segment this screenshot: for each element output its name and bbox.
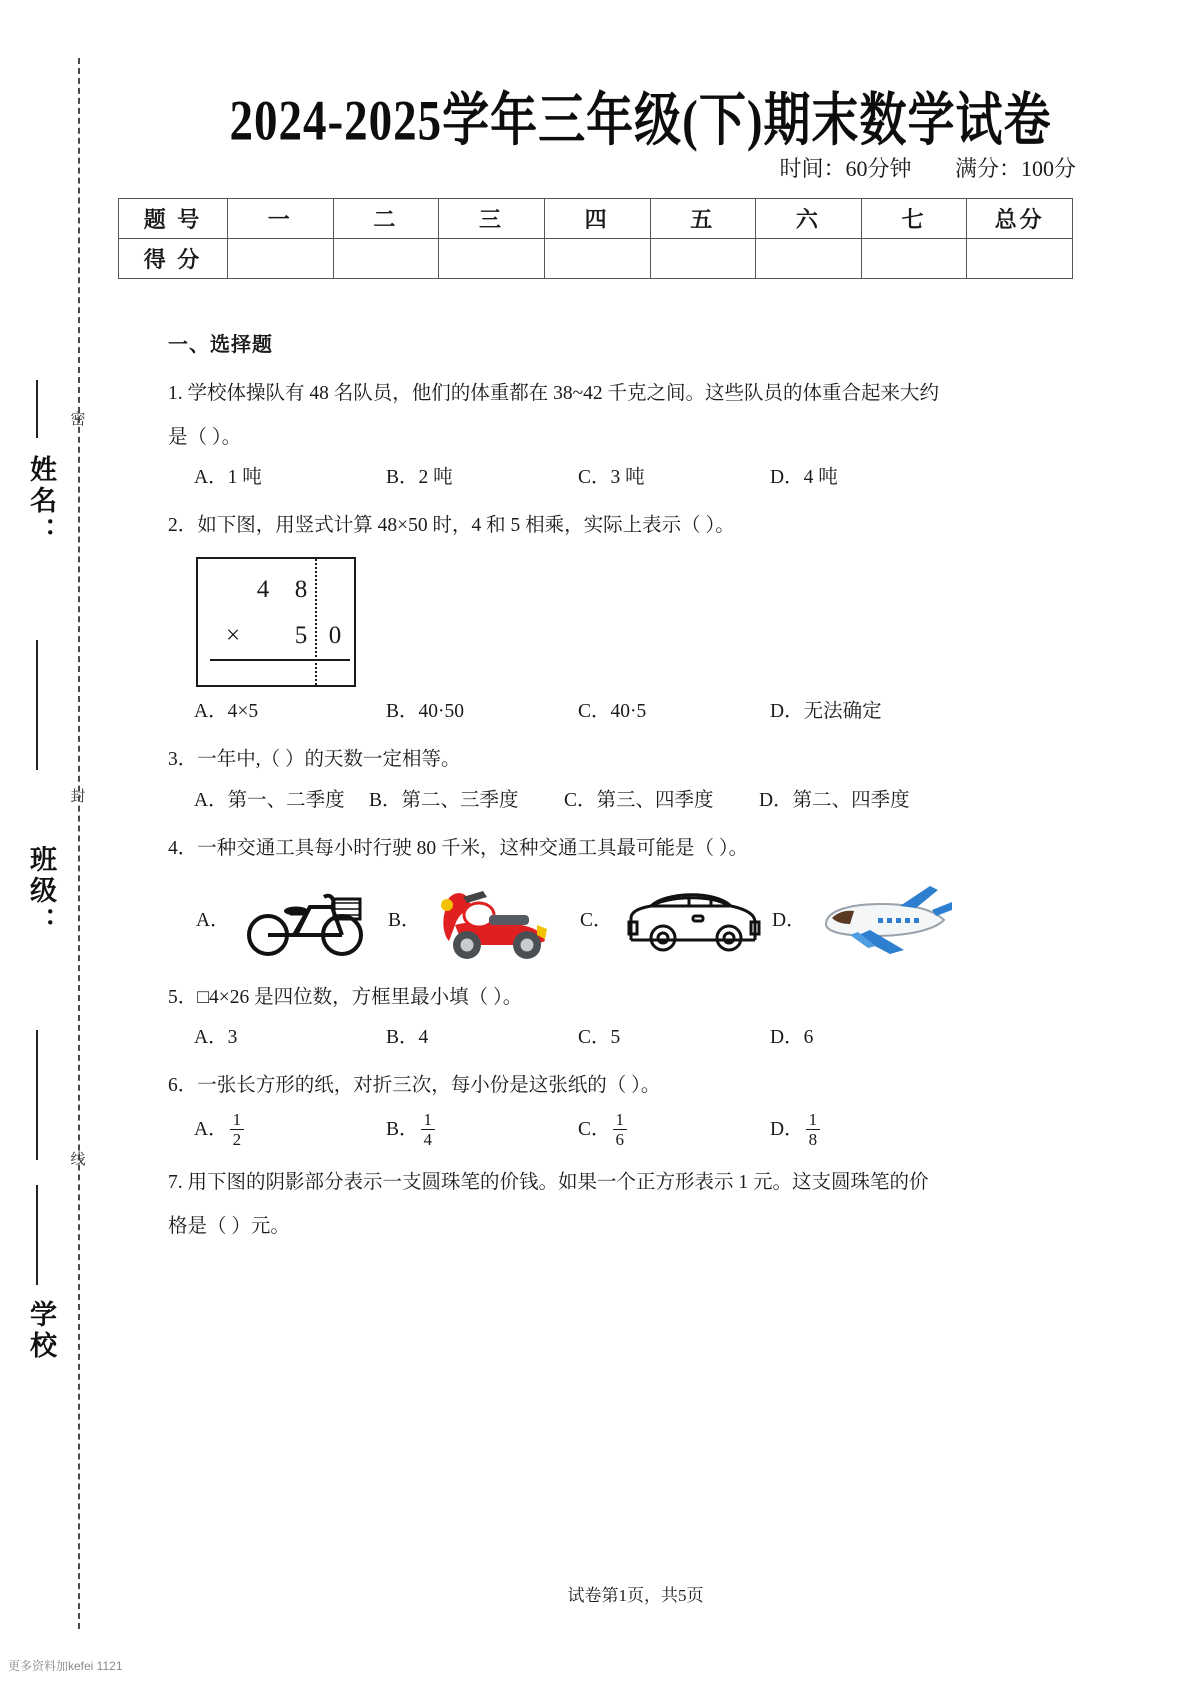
table-row-scores [119, 239, 1073, 279]
numerator: 1 [615, 1109, 625, 1129]
option-3-a[interactable]: A．第一、二季度 [194, 789, 345, 811]
airplane-icon [812, 880, 952, 962]
option-1-a[interactable]: A．1 吨 [194, 467, 262, 489]
score-col-6: 六 [756, 199, 862, 239]
question-5-options [168, 1023, 958, 1053]
score-col-4: 四 [544, 199, 650, 239]
question-3-text: 3．一年中,（ ）的天数一定相等。 [168, 749, 461, 771]
denominator: 2 [230, 1129, 245, 1149]
sealing-dashed-line [78, 58, 80, 1629]
question-1-options [168, 463, 958, 493]
digit-5: 5 [294, 622, 308, 650]
seal-char-feng: 封 [70, 789, 86, 805]
margin-label-name: 姓名： [26, 455, 56, 548]
option-5-c[interactable]: C．5 [578, 1026, 621, 1048]
option-6-c-label: C． [578, 1118, 611, 1140]
question-4-options [196, 874, 958, 969]
page-title: 2024-2025学年三年级(下)期末数学试卷 [229, 89, 1052, 154]
numerator: 1 [232, 1109, 242, 1129]
place-value-divider [315, 559, 317, 685]
fraction-one-quarter [421, 1110, 436, 1149]
bicycle-icon [236, 885, 376, 957]
table-row-question-numbers [119, 199, 1073, 239]
option-2-c[interactable]: C．40·5 [578, 701, 647, 723]
exam-content [168, 330, 958, 1252]
question-2-text: 2．如下图，用竖式计算 48×50 时，4 和 5 相乘，实际上表示（ ）。 [168, 515, 735, 537]
digit-4: 4 [256, 576, 270, 604]
option-2-d[interactable]: D．无法确定 [770, 701, 882, 723]
option-5-d[interactable]: D．6 [770, 1026, 814, 1048]
score-col-5: 五 [650, 199, 756, 239]
score-cell-5[interactable] [650, 239, 756, 279]
option-6-c[interactable] [578, 1111, 770, 1150]
score-col-2: 二 [333, 199, 439, 239]
score-cell-1[interactable] [228, 239, 334, 279]
car-icon [619, 882, 769, 960]
fraction-one-sixth [613, 1110, 628, 1149]
option-4-c[interactable] [580, 882, 772, 960]
margin-rule-3 [36, 1185, 38, 1285]
option-3-c[interactable]: C．第三、四季度 [564, 789, 714, 811]
score-cell-6[interactable] [756, 239, 862, 279]
option-6-b-label: B． [386, 1118, 419, 1140]
denominator: 4 [421, 1129, 436, 1149]
question-1-text-cont: 是（ ）。 [168, 427, 242, 449]
option-1-c[interactable]: C．3 吨 [578, 467, 645, 489]
option-6-a[interactable] [194, 1111, 386, 1150]
question-6-options [168, 1111, 958, 1150]
option-4-a-label: A． [196, 910, 230, 932]
option-5-b[interactable]: B．4 [386, 1026, 429, 1048]
score-table-label-score: 得 分 [119, 239, 228, 279]
margin-rule-1 [36, 640, 38, 770]
option-4-b[interactable] [388, 881, 580, 961]
option-2-b[interactable]: B．40·50 [386, 701, 465, 723]
option-2-a[interactable]: A．4×5 [194, 701, 259, 723]
margin-label-class: 班级： [26, 845, 56, 938]
question-7-text-cont: 格是（ ）元。 [168, 1216, 290, 1238]
question-7-text: 7. 用下图的阴影部分表示一支圆珠笔的价钱。如果一个正方形表示 1 元。这支圆珠笔的价 [168, 1172, 929, 1194]
margin-rule-top [36, 380, 38, 438]
score-table [118, 198, 1073, 279]
score-col-total: 总分 [967, 199, 1073, 239]
score-cell-2[interactable] [333, 239, 439, 279]
option-4-d-label: D． [772, 910, 806, 932]
exam-meta [741, 152, 1076, 183]
multiply-operator-icon: × [225, 622, 241, 650]
option-3-d[interactable]: D．第二、四季度 [759, 789, 910, 811]
option-4-d[interactable] [772, 880, 964, 962]
option-6-b[interactable] [386, 1111, 578, 1150]
score-cell-total[interactable] [967, 239, 1073, 279]
multiplication-bar [210, 659, 350, 661]
score-cell-7[interactable] [861, 239, 967, 279]
question-1-text: 1. 学校体操队有 48 名队员，他们的体重都在 38~42 千克之间。这些队员的体重合起来大约 [168, 383, 940, 404]
question-3-options [168, 786, 958, 816]
score-table-label-question: 题 号 [119, 199, 228, 239]
margin-label-school: 学校 [26, 1300, 56, 1362]
score-col-7: 七 [861, 199, 967, 239]
question-2-options [168, 697, 958, 727]
option-1-d[interactable]: D．4 吨 [770, 467, 838, 489]
time-label: 时间：60分钟 [779, 156, 912, 181]
digit-8: 8 [294, 576, 308, 604]
fraction-one-half [230, 1110, 245, 1149]
numerator: 1 [423, 1109, 433, 1129]
option-4-c-label: C． [580, 910, 613, 932]
score-cell-3[interactable] [439, 239, 545, 279]
question-6-text: 6．一张长方形的纸，对折三次，每小份是这张纸的（ ）。 [168, 1074, 661, 1096]
vertical-multiplication-figure [196, 557, 356, 687]
question-5-text: 5．□4×26 是四位数，方框里最小填（ ）。 [168, 986, 523, 1008]
fraction-one-eighth [806, 1110, 821, 1149]
option-1-b[interactable]: B．2 吨 [386, 467, 453, 489]
option-5-a[interactable]: A．3 [194, 1026, 238, 1048]
digit-0: 0 [328, 622, 342, 650]
option-6-a-label: A． [194, 1118, 228, 1140]
total-score-label: 满分：100分 [954, 156, 1076, 181]
numerator: 1 [808, 1109, 818, 1129]
margin-rule-2 [36, 1030, 38, 1160]
question-4-text: 4．一种交通工具每小时行驶 80 千米，这种交通工具最可能是（ ）。 [168, 837, 749, 859]
option-6-d[interactable] [770, 1111, 822, 1150]
denominator: 8 [806, 1129, 821, 1149]
option-4-b-label: B． [388, 910, 421, 932]
score-col-3: 三 [439, 199, 545, 239]
option-4-a[interactable] [196, 885, 388, 957]
section-heading-choice: 一、选择题 [168, 334, 273, 356]
score-cell-4[interactable] [544, 239, 650, 279]
denominator: 6 [613, 1129, 628, 1149]
scooter-icon [427, 881, 557, 961]
watermark-text: 更多资料加kefei 1121 [8, 1659, 123, 1673]
seal-char-mi: 密 [70, 412, 86, 428]
score-col-1: 一 [228, 199, 334, 239]
page-footer: 试卷第1页，共5页 [567, 1586, 704, 1605]
option-3-b[interactable]: B．第二、三季度 [369, 789, 519, 811]
option-6-d-label: D． [770, 1118, 804, 1140]
seal-char-xian: 线 [70, 1152, 86, 1168]
